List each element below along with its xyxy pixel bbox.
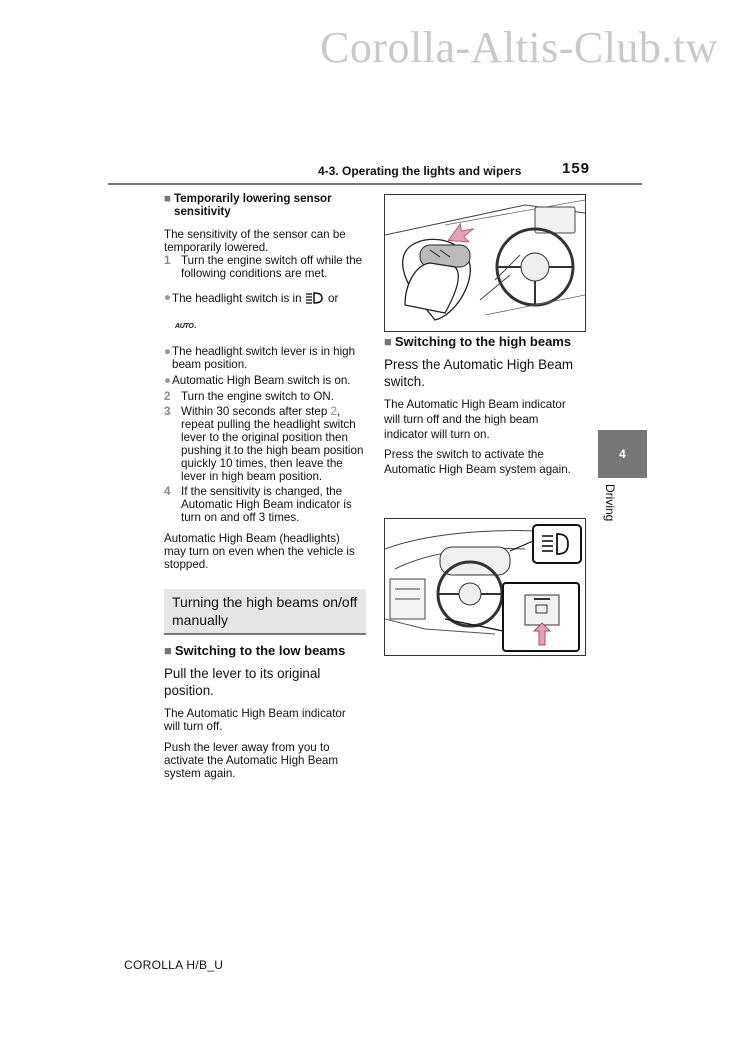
right-column (384, 333, 584, 477)
low-beams-text-2: Push the lever away from you to activate the Automatic High Beam system again. (164, 741, 338, 780)
bullet-headlight-switch: ● The headlight switch is in or (164, 291, 364, 308)
high-beams-text-1: The Automatic High Beam indicator will turn off and the high beam indicator will turn on. (384, 398, 566, 441)
square-bullet-icon: ■ (164, 643, 172, 658)
square-bullet-icon: ■ (384, 334, 392, 349)
illustration-lever (384, 194, 586, 332)
low-beams-text-1: The Automatic High Beam indicator will turn off. (164, 707, 346, 733)
header-rule (108, 183, 642, 185)
left-column (164, 192, 364, 780)
step-4: 4 If the sensitivity is changed, the Automatic High Beam indicator is turn on and off 3 times. (164, 485, 352, 524)
bullet-dot-icon: ● (164, 374, 172, 387)
step-2: 2 Turn the engine switch to ON. (164, 390, 334, 403)
illustration-ahb-switch (384, 518, 586, 656)
bullet-lever: ● The headlight switch lever is in high beam position. (164, 345, 356, 371)
auto-switch-line: AUTO. (175, 318, 197, 331)
step-3: 3 Within 30 seconds after step 2, repeat pulling the headlight switch lever to the original position then pushing it to the high beam position quickly 10 times, then leave the lever in high beam position. (164, 405, 364, 483)
section-title-box: Turning the high beams on/off manually (164, 589, 366, 635)
auto-icon: AUTO (175, 323, 194, 330)
watermark: Corolla-Altis-Club.tw (320, 23, 718, 72)
high-beams-text-2: Press the switch to activate the Automatic High Beam system again. (384, 448, 571, 476)
headlight-icon (305, 291, 325, 308)
footer-text: COROLLA H/B_U (124, 958, 224, 972)
low-beams-main: Pull the lever to its original position. (164, 666, 321, 698)
square-bullet-icon: ■ (164, 192, 172, 205)
low-beams-heading: ■ Switching to the low beams (164, 643, 346, 658)
bullet-dot-icon: ● (164, 291, 172, 304)
step-1: 1 Turn the engine switch off while the following conditions are met. (164, 254, 363, 280)
bullet-dot-icon: ● (164, 345, 172, 358)
page-number: 159 (562, 160, 591, 177)
chapter-tab: 4 (598, 430, 647, 478)
section-header: 4-3. Operating the lights and wipers (318, 164, 522, 178)
intro-text: The sensitivity of the sensor can be temporarily lowered. (164, 228, 346, 254)
high-beams-main: Press the Automatic High Beam switch. (384, 357, 574, 389)
sub-heading-sensitivity: ■ Temporarily lowering sensor sensitivity (164, 192, 332, 218)
chapter-label: Driving (603, 484, 617, 522)
high-beams-heading: ■ Switching to the high beams (384, 334, 572, 349)
bullet-ahb-switch: ● Automatic High Beam switch is on. (164, 374, 351, 387)
note-text: Automatic High Beam (headlights) may turn on even when the vehicle is stopped. (164, 532, 355, 571)
